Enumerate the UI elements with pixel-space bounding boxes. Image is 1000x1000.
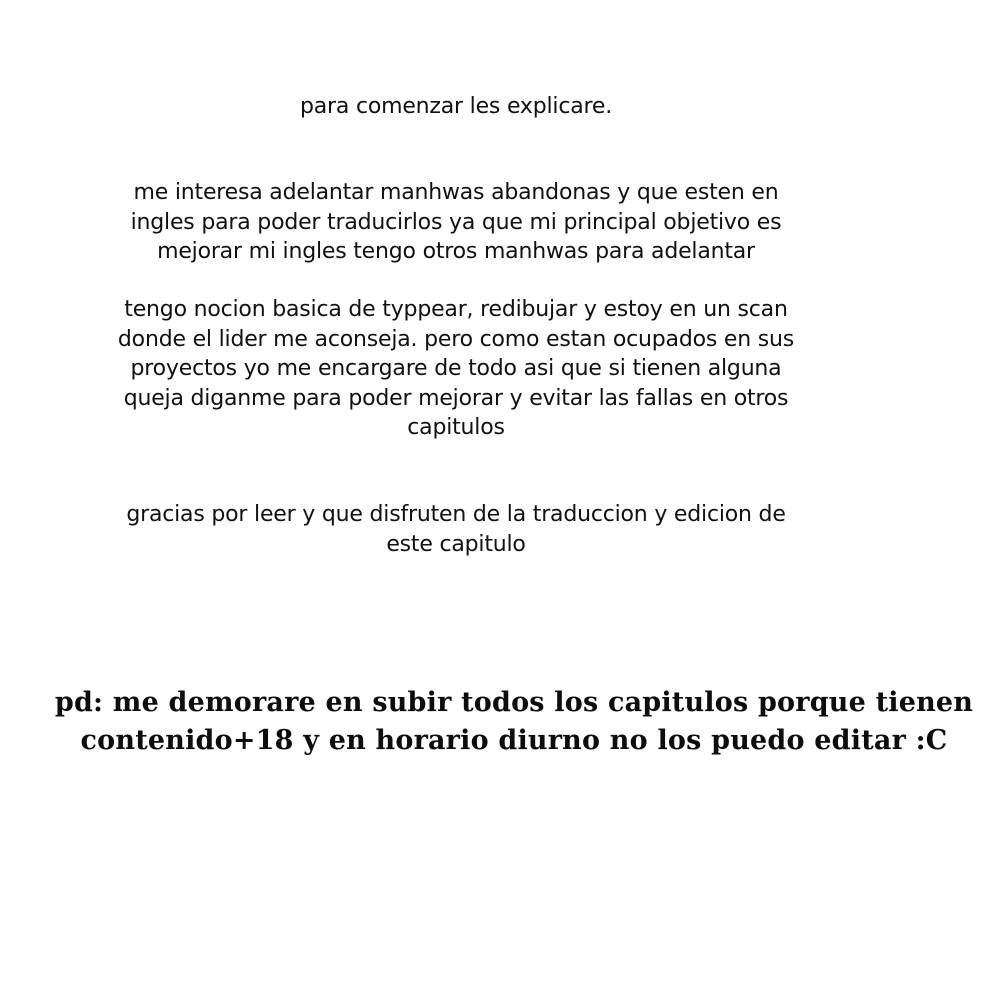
footer-line-1: pd: me demorare en subir todos los capitulos porque tienen: [54, 687, 974, 718]
skills-line-4: queja diganme para poder mejorar y evitar las fallas en otros: [123, 385, 789, 411]
intro-line-1: para comenzar les explicare.: [299, 94, 613, 119]
footer-line-2: contenido+18 y en horario diurno no los puedo editar :C: [80, 725, 948, 756]
interest-line-3: mejorar mi ingles tengo otros manhwas para adelantar: [157, 239, 755, 264]
skills-line-5: capitulos: [407, 415, 505, 440]
skills-line-3: proyectos yo me encargare de todo asi que si tienen alguna: [130, 356, 782, 381]
footer-note: [0, 684, 1000, 760]
thanks-paragraph: [0, 500, 912, 559]
interest-line-2: ingles para poder traducirlos ya que mi principal objetivo es: [130, 209, 782, 235]
skills-line-2: donde el lider me aconseja. pero como estan ocupados en sus: [117, 326, 795, 352]
interest-line-1: me interesa adelantar manhwas abandonas y que esten en: [133, 180, 779, 205]
thanks-line-2: este capitulo: [386, 531, 526, 557]
skills-line-1: tengo nocion basica de typpear, redibujar y estoy en un scan: [124, 297, 788, 322]
interest-paragraph: [0, 178, 912, 267]
thanks-line-1: gracias por leer y que disfruten de la traduccion y edicion de: [126, 502, 786, 527]
skills-paragraph: [0, 295, 912, 443]
intro-paragraph: [0, 92, 912, 122]
